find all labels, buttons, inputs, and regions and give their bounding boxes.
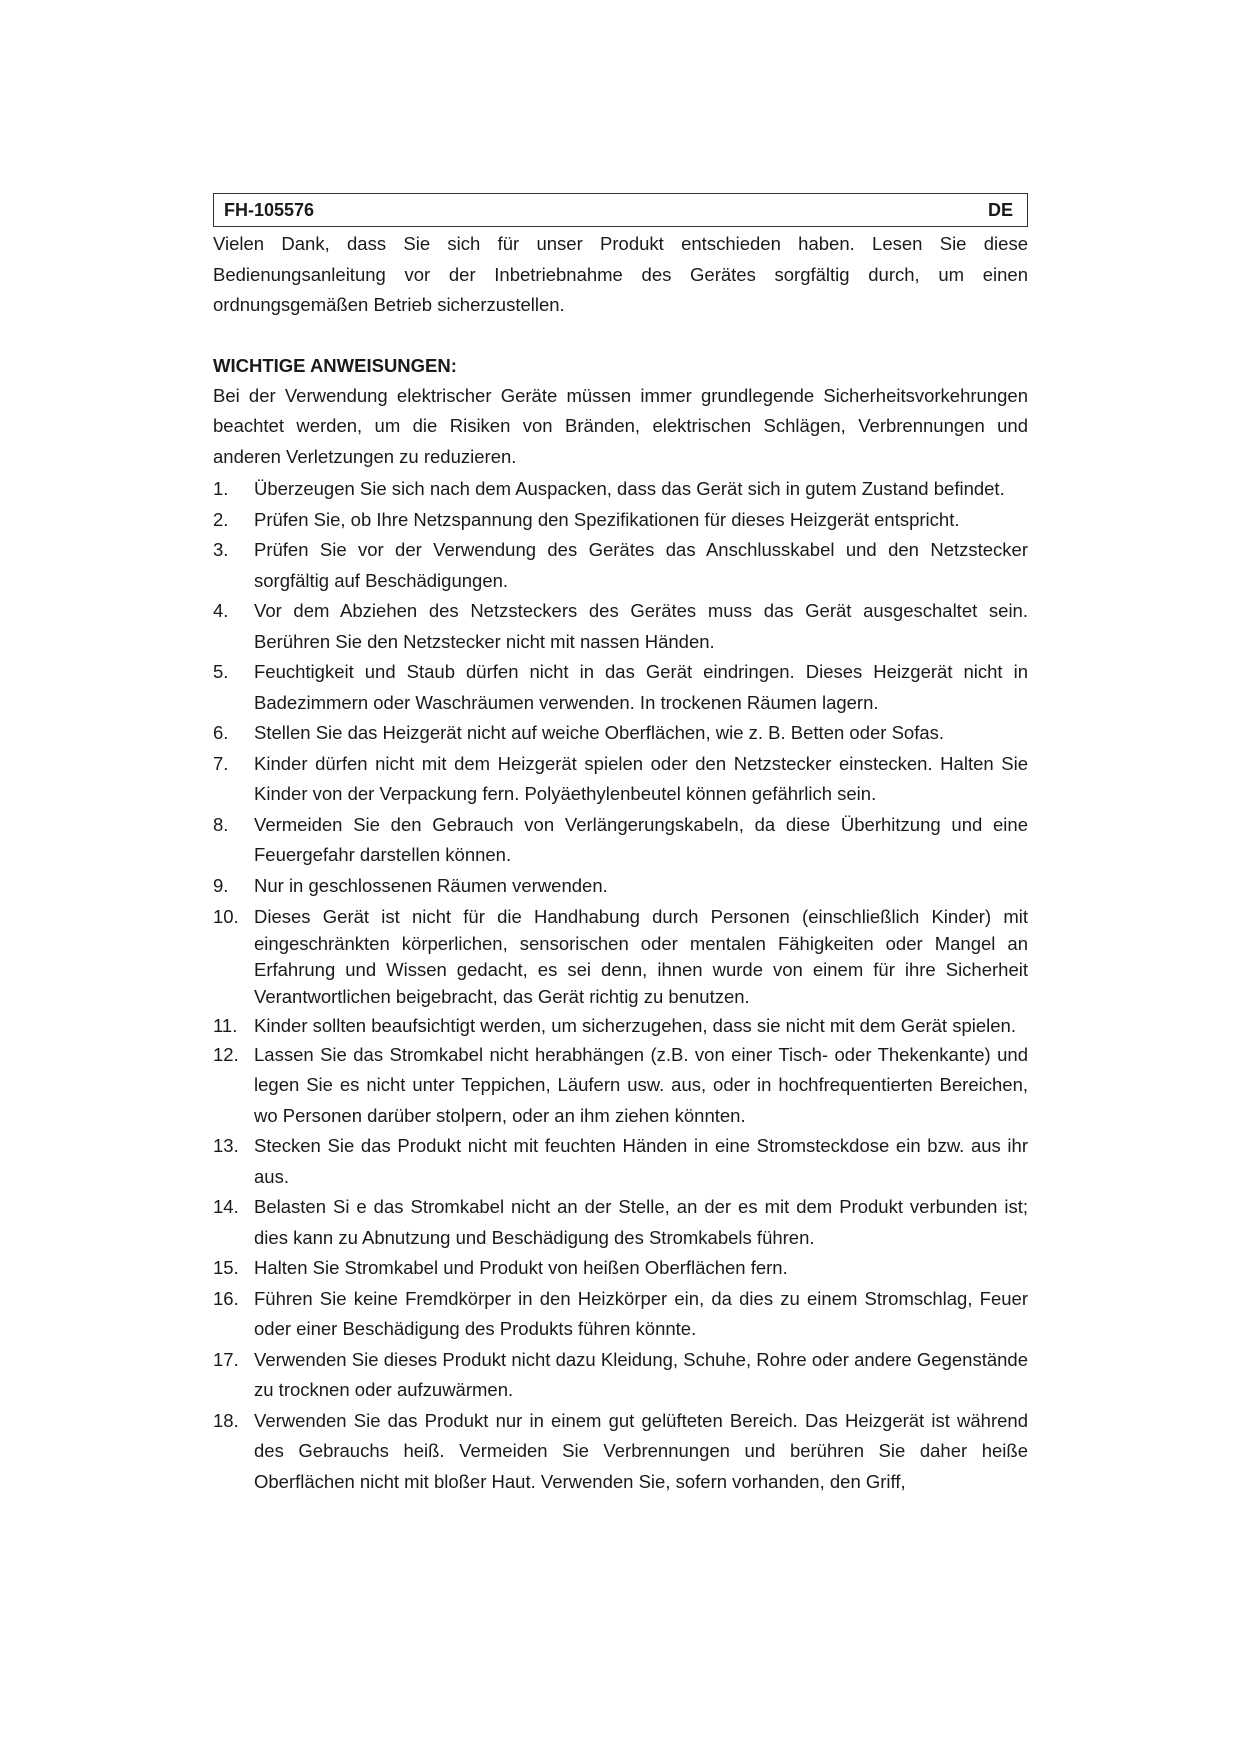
section-title: WICHTIGE ANWEISUNGEN:: [213, 354, 457, 376]
item-text: Kinder sollten beaufsichtigt werden, um sicherzugehen, dass sie nicht mit dem Gerät spielen.: [254, 1015, 1016, 1036]
item-number: 14.: [213, 1196, 239, 1217]
item-number: 16.: [213, 1287, 239, 1309]
item-text: Belasten Si e das Stromkabel nicht an der Stelle, an der es mit dem Produkt verbunden ist; dies kann zu Abnutzung und Beschädigung des Stromkabels führen.: [254, 1196, 1028, 1248]
item-text: Kinder dürfen nicht mit dem Heizgerät spielen oder den Netzstecker einstecken. Halten Sie Kinder von der Verpackung fern. Polyäethylenbeutel können gefährlich sein.: [254, 752, 1028, 804]
instruction-list: [213, 474, 1028, 1497]
item-number: 7.: [213, 752, 229, 774]
item-text: Stecken Sie das Produkt nicht mit feuchten Händen in eine Stromsteckdose ein bzw. aus ihr aus.: [254, 1135, 1028, 1187]
item-number: 4.: [213, 600, 229, 621]
item-number: 6.: [213, 722, 229, 743]
item-number: 13.: [213, 1135, 239, 1156]
item-text: Prüfen Sie, ob Ihre Netzspannung den Spezifikationen für dieses Heizgerät entspricht.: [254, 508, 960, 530]
list-item: [213, 904, 1028, 1010]
item-number: 3.: [213, 539, 229, 560]
item-number: 11.: [213, 1015, 238, 1036]
list-item: [213, 1040, 1028, 1132]
item-text: Lassen Sie das Stromkabel nicht herabhängen (z.B. von einer Tisch- oder Thekenkante) und legen Sie es nicht unter Teppichen, Läufern usw. aus, oder in hochfrequentierten Bereichen, wo Personen darüber stolpern, oder an ihm ziehen könnten.: [254, 1043, 1028, 1126]
list-item: [213, 1253, 1028, 1284]
item-text: Vor dem Abziehen des Netzsteckers des Gerätes muss das Gerät ausgeschaltet sein. Berühren Sie den Netzstecker nicht mit nassen Händen.: [254, 600, 1028, 652]
item-text: Vermeiden Sie den Gebrauch von Verlängerungskabeln, da diese Überhitzung und eine Feuergefahr darstellen können.: [254, 813, 1028, 865]
document-page: [213, 193, 1028, 1497]
item-text: Halten Sie Stromkabel und Produkt von heißen Oberflächen fern.: [254, 1257, 788, 1278]
item-number: 9.: [213, 874, 229, 896]
item-number: 15.: [213, 1257, 239, 1278]
intro-paragraph: Vielen Dank, dass Sie sich für unser Produkt entschieden haben. Lesen Sie diese Bedienungsanleitung vor der Inbetriebnahme des Gerätes sorgfältig durch, um einen ordnungsgemäßen Betrieb sicherzustellen.: [213, 233, 1028, 315]
item-text: Dieses Gerät ist nicht für die Handhabung durch Personen (einschließlich Kinder) mit eingeschränkten körperlichen, sensorischen oder mentalen Fähigkeiten oder Mangel an Erfahrung und Wissen gedacht, es sei denn, ihnen wurde von einem für ihre Sicherheit Verantwortlichen beigebracht, das Gerät richtig zu benutzen.: [254, 906, 1028, 1007]
list-item: [213, 474, 1028, 505]
section-lead-paragraph: Bei der Verwendung elektrischer Geräte müssen immer grundlegende Sicherheitsvorkehrungen beachtet werden, um die Risiken von Bränden, elektrischen Schlägen, Verbrennungen und anderen Verletzungen zu reduzieren.: [213, 384, 1028, 467]
list-item: [213, 718, 1028, 749]
list-item: [213, 871, 1028, 902]
item-text: Stellen Sie das Heizgerät nicht auf weiche Oberflächen, wie z. B. Betten oder Sofas.: [254, 722, 945, 743]
item-text: Führen Sie keine Fremdkörper in den Heizkörper ein, da dies zu einem Stromschlag, Feuer oder einer Beschädigung des Produkts führen könnte.: [254, 1287, 1028, 1339]
list-item: [213, 535, 1028, 596]
item-number: 17.: [213, 1348, 239, 1370]
list-item: [213, 657, 1028, 718]
list-item: [213, 1013, 1028, 1040]
list-item: [213, 596, 1028, 657]
list-item: [213, 1284, 1028, 1345]
item-text: Verwenden Sie das Produkt nur in einem gut gelüfteten Bereich. Das Heizgerät ist während des Gebrauchs heiß. Vermeiden Sie Verbrennungen und berühren Sie daher heiße Oberflächen nicht mit bloßer Haut. Verwenden Sie, sofern vorhanden, den Griff,: [254, 1409, 1028, 1492]
item-number: 18.: [213, 1409, 239, 1431]
list-item: [213, 1131, 1028, 1192]
list-item: [213, 749, 1028, 810]
item-text: Überzeugen Sie sich nach dem Auspacken, dass das Gerät sich in gutem Zustand befindet.: [254, 478, 1005, 499]
list-item: [213, 1406, 1028, 1498]
item-number: 10.: [213, 906, 239, 927]
document-header: [213, 193, 1028, 227]
item-text: Prüfen Sie vor der Verwendung des Gerätes das Anschlusskabel und den Netzstecker sorgfältig auf Beschädigungen.: [254, 539, 1028, 591]
language-code: DE: [987, 199, 1013, 220]
item-number: 12.: [213, 1043, 239, 1065]
list-item: [213, 505, 1028, 536]
item-number: 2.: [213, 508, 229, 530]
item-number: 1.: [213, 478, 229, 499]
item-number: 8.: [213, 813, 229, 835]
item-text: Feuchtigkeit und Staub dürfen nicht in das Gerät eindringen. Dieses Heizgerät nicht in Badezimmern oder Waschräumen verwenden. In trockenen Räumen lagern.: [254, 661, 1028, 713]
list-item: [213, 810, 1028, 871]
list-item: [213, 1192, 1028, 1253]
item-text: Nur in geschlossenen Räumen verwenden.: [254, 874, 608, 896]
item-number: 5.: [213, 661, 229, 682]
model-number: FH-105576: [224, 199, 315, 220]
list-item: [213, 1345, 1028, 1406]
item-text: Verwenden Sie dieses Produkt nicht dazu Kleidung, Schuhe, Rohre oder andere Gegenstände zu trocknen oder aufzuwärmen.: [254, 1348, 1028, 1400]
